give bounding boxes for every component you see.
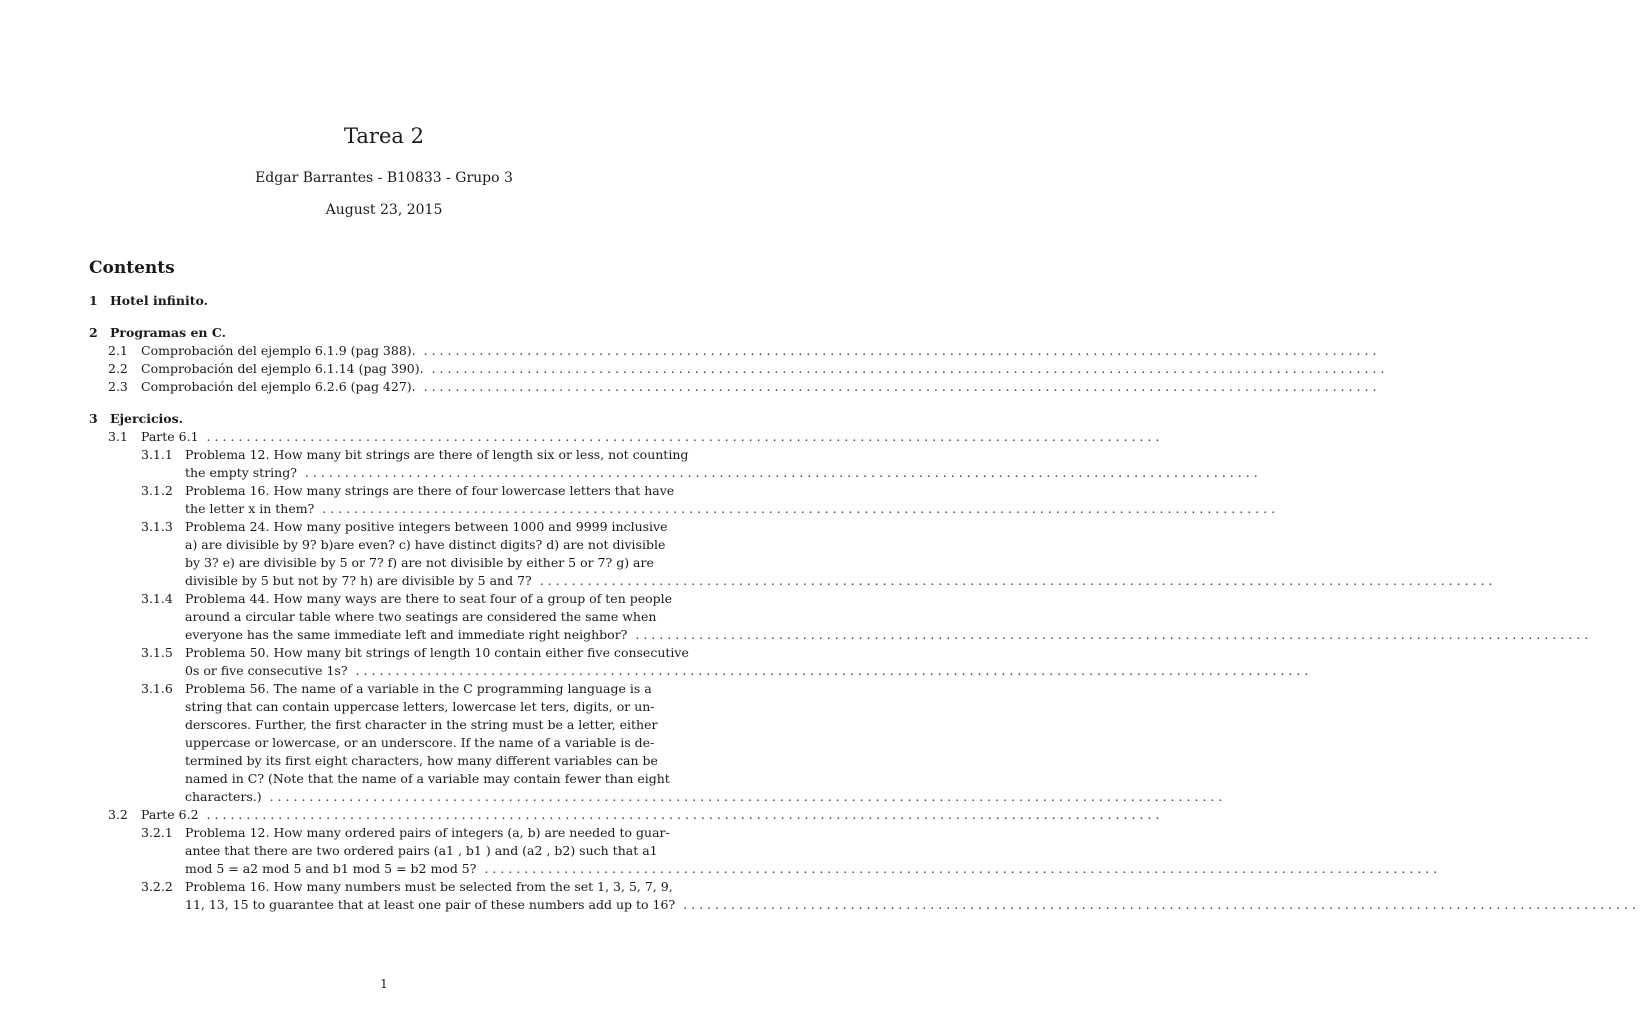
page-number: 1 (380, 977, 388, 991)
toc-entry-number: 3.2 (108, 807, 128, 822)
contents-heading: Contents (89, 258, 175, 278)
toc-entry-number: 3.2.2 (141, 879, 173, 894)
document-title: Tarea 2 (344, 124, 424, 148)
toc-entry-number: 3.1.2 (141, 483, 173, 498)
toc-entry-number: 2.3 (108, 379, 128, 394)
toc-entry-text[interactable]: named in C? (Note that the name of a variable may contain fewer than eight (185, 771, 670, 786)
toc-entry-text[interactable]: mod 5 = a2 mod 5 and b1 mod 5 = b2 mod 5? ........................................................................................................................ (185, 861, 1442, 876)
toc-leader-dots: ........................................................................................................................ (296, 465, 1262, 480)
toc-entry-number: 3.1.4 (141, 591, 173, 606)
toc-entry-text[interactable]: the letter x in them? ........................................................................................................................ (185, 501, 1280, 516)
toc-entry-text[interactable]: Parte 6.1 ........................................................................................................................ (141, 429, 1164, 444)
toc-entry-number: 2 (89, 325, 98, 340)
toc-entry-number: 3.1.1 (141, 447, 173, 462)
toc-entry-text[interactable]: Ejercicios. (110, 411, 184, 426)
toc-entry-text[interactable]: characters.) ........................................................................................................................ (185, 789, 1227, 804)
toc-entry-text[interactable]: uppercase or lowercase, or an underscore. If the name of a variable is de- (185, 735, 655, 750)
toc-entry-text[interactable]: a) are divisible by 9? b)are even? c) have distinct digits? d) are not divisible (185, 537, 666, 552)
toc-entry-text[interactable]: Hotel infinito. (110, 293, 208, 308)
toc-leader-dots: ........................................................................................................................ (198, 429, 1164, 444)
toc-leader-dots: ........................................................................................................................ (423, 361, 1389, 376)
toc-entry-number: 1 (89, 293, 98, 308)
document-author: Edgar Barrantes - B10833 - Grupo 3 (255, 170, 513, 186)
toc-entry-text[interactable]: Problema 16. How many strings are there of four lowercase letters that have (185, 483, 675, 498)
toc-entry-text[interactable]: string that can contain uppercase letters, lowercase let ters, digits, or un- (185, 699, 655, 714)
document-date: August 23, 2015 (325, 202, 443, 218)
toc-leader-dots: ........................................................................................................................ (347, 663, 1313, 678)
toc-entry-text[interactable]: everyone has the same immediate left and immediate right neighbor? ........................................................................................................................ (185, 627, 1593, 642)
toc-entry-number: 3.1.5 (141, 645, 173, 660)
toc-entry-text[interactable]: Comprobación del ejemplo 6.1.9 (pag 388). ........................................................................................................................ (141, 343, 1381, 358)
toc-leader-dots: ........................................................................................................................ (314, 501, 1280, 516)
toc-entry-number: 3.1.6 (141, 681, 173, 696)
toc-entry-text[interactable]: Problema 44. How many ways are there to seat four of a group of ten people (185, 591, 673, 606)
toc-entry-text[interactable]: antee that there are two ordered pairs (a1 , b1 ) and (a2 , b2) such that a1 (185, 843, 658, 858)
toc-entry-text[interactable]: termined by its first eight characters, how many different variables can be (185, 753, 658, 768)
toc-entry-number: 2.2 (108, 361, 128, 376)
toc-entry-text[interactable]: 0s or five consecutive 1s? ........................................................................................................................ (185, 663, 1313, 678)
toc-entry-number: 3 (89, 411, 98, 426)
toc-entry-text[interactable]: by 3? e) are divisible by 5 or 7? f) are not divisible by either 5 or 7? g) are (185, 555, 654, 570)
toc-entry-text[interactable]: around a circular table where two seatings are considered the same when (185, 609, 657, 624)
toc-entry-text[interactable]: Problema 12. How many ordered pairs of integers (a, b) are needed to guar- (185, 825, 670, 840)
toc-entry-number: 3.1 (108, 429, 128, 444)
toc-entry-text[interactable]: Problema 12. How many bit strings are there of length six or less, not counting (185, 447, 689, 462)
toc-leader-dots: ........................................................................................................................ (415, 379, 1381, 394)
toc-entry-text[interactable]: Programas en C. (110, 325, 226, 340)
toc-entry-text[interactable]: Comprobación del ejemplo 6.2.6 (pag 427). ........................................................................................................................ (141, 379, 1381, 394)
toc-entry-number: 3.2.1 (141, 825, 173, 840)
toc-leader-dots: ........................................................................................................................ (531, 573, 1497, 588)
toc-leader-dots: ........................................................................................................................ (198, 807, 1164, 822)
toc-leader-dots: ........................................................................................................................ (627, 627, 1593, 642)
toc-entry-text[interactable]: divisible by 5 but not by 7? h) are divisible by 5 and 7? ........................................................................................................................ (185, 573, 1497, 588)
toc-leader-dots: ........................................................................................................................ (476, 861, 1442, 876)
toc-entry-text[interactable]: Problema 56. The name of a variable in the C programming language is a (185, 681, 652, 696)
toc-entry-text[interactable]: Comprobación del ejemplo 6.1.14 (pag 390). ........................................................................................................................ (141, 361, 1389, 376)
toc-entry-text[interactable]: Problema 24. How many positive integers between 1000 and 9999 inclusive (185, 519, 668, 534)
toc-leader-dots: ........................................................................................................................ (415, 343, 1381, 358)
toc-entry-text[interactable]: 11, 13, 15 to guarantee that at least one pair of these numbers add up to 16? ........................................................................................................................ (185, 897, 1640, 912)
toc-entry-text[interactable]: Problema 50. How many bit strings of length 10 contain either five consecutive (185, 645, 689, 660)
toc-entry-text[interactable]: Problema 16. How many numbers must be selected from the set 1, 3, 5, 7, 9, (185, 879, 673, 894)
toc-entry-number: 2.1 (108, 343, 128, 358)
toc-leader-dots: ........................................................................................................................ (261, 789, 1227, 804)
toc-entry-number: 3.1.3 (141, 519, 173, 534)
toc-entry-text[interactable]: the empty string? ........................................................................................................................ (185, 465, 1262, 480)
toc-leader-dots: ........................................................................................................................ (675, 897, 1640, 912)
toc-entry-text[interactable]: Parte 6.2 ........................................................................................................................ (141, 807, 1164, 822)
toc-entry-text[interactable]: derscores. Further, the first character in the string must be a letter, either (185, 717, 658, 732)
